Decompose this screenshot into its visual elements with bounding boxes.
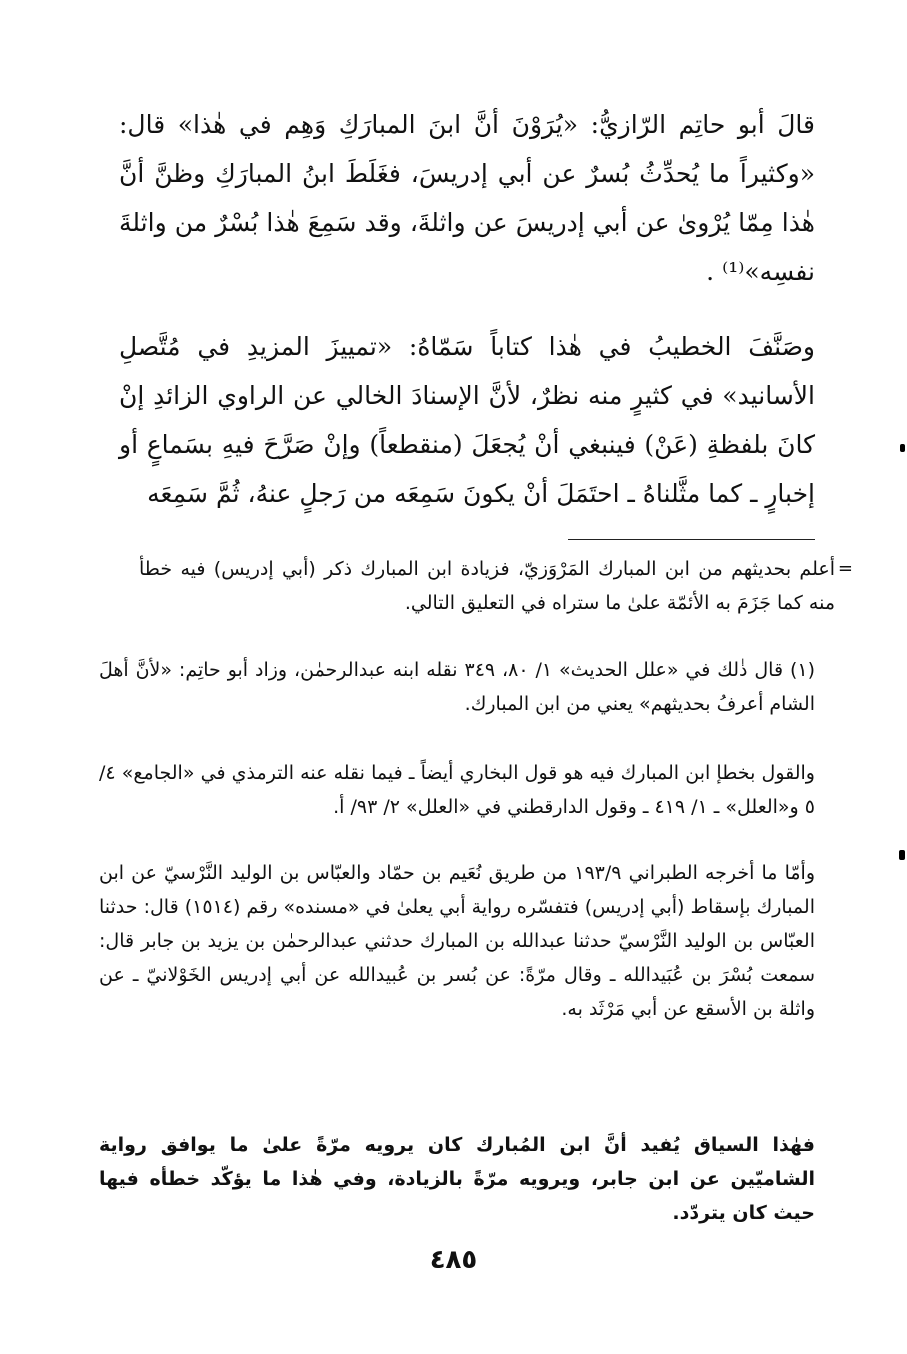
footnote-continuation: أعلم بحديثهم من ابن المبارك المَرْوَزيّ، فزيادة ابن المبارك ذكر (أبي إدريس) فيه خطأ منه كما جَزَمَ به الأئمّة علىٰ ما ستراه في التعليق التالي. (139, 558, 835, 614)
footnote-1: (١) قال ذٰلك في «علل الحديث» ١/ ٨٠، ٣٤٩ نقله ابنه عبدالرحمٰن، وزاد أبو حاتِم: «لأنَّ أهلَ الشام أعرفُ بحديثهم» يعني من ابن المبارك. (99, 659, 815, 715)
main-paragraph-2: وصَنَّفَ الخطيبُ في هٰذا كتاباً سَمّاهُ: «تمييزَ المزيدِ في مُتَّصلِ الأسانيد» في كثيرٍ منه نظرٌ، لأنَّ الإسنادَ الخالي عن الراوي الزائدِ إنْ كانَ بلفظةِ (عَنْ) فينبغي أنْ يُجعَلَ (منقطعاً) وإنْ صَرَّحَ فيهِ بسَماعٍ أو إخبارٍ ـ كما مثَّلناهُ ـ احتَمَلَ أنْ يكونَ سَمِعَه من رَجلٍ عنهُ، ثُمَّ سَمِعَه (119, 332, 815, 508)
footnote-paragraph-2: والقول بخطإ ابن المبارك فيه هو قول البخاري أيضاً ـ فيما نقله عنه الترمذي في «الجامع» ٤/ ٥ و«العلل» ـ ١/ ٤١٩ ـ وقول الدارقطني في «العلل» ٢/ ٩٣/ أ. (99, 762, 815, 818)
page-number: ٤٨٥ (429, 1245, 478, 1275)
footnote-paragraph-4: فهٰذا السياق يُفيد أنَّ ابن المُبارك كان يرويه مرّةً علىٰ ما يوافق رواية الشاميّين عن ابن جابر، ويرويه مرّةً بالزيادة، وفي هٰذا ما يؤكّد خطأه فيها حيث كان يتردّد. (99, 1134, 815, 1224)
scan-speck (899, 850, 905, 860)
footnote-paragraph-3: وأمّا ما أخرجه الطبراني ١٩٣/٩ من طريق نُعَيم بن حمّاد والعبّاس بن الوليد النَّرْسيّ عن ابن المبارك بإسقاط (أبي إدريس) فتفسّره رواية أبي يعلىٰ في «مسنده» رقم (١٥١٤) قال: حدثنا العبّاس بن الوليد النَّرْسيّ حدثنا عبدالله بن المبارك حدثني عبدالرحمٰن بن يزيد بن جابر قال: سمعت بُسْرَ بن عُبَيدالله ـ وقال مرّةً: عن بُسر بن عُبيدالله عن أبي إدريس الخَوْلانيّ ـ عن واثلة بن الأسقع عن أبي مَرْثَد به. (99, 862, 815, 1020)
scan-speck (900, 444, 905, 452)
footnote-continuation-marker: = (837, 558, 853, 579)
footnote-separator (568, 539, 815, 540)
main-paragraph-1: قالَ أبو حاتِم الرّازيُّ: «يُرَوْنَ أنَّ ابنَ المبارَكِ وَهِم في هٰذا» قال: «وكثيراً ما يُحدِّثُ بُسرٌ عن أبي إدريسَ، فغَلَطَ ابنُ المبارَكِ وظنَّ أنَّ هٰذا مِمّا يُرْوىٰ عن أبي إدريسَ عن واثلةَ، وقد سَمِعَ هٰذا بُسْرٌ من واثلةَ نفسِه»⁽¹⁾ . (119, 110, 815, 286)
